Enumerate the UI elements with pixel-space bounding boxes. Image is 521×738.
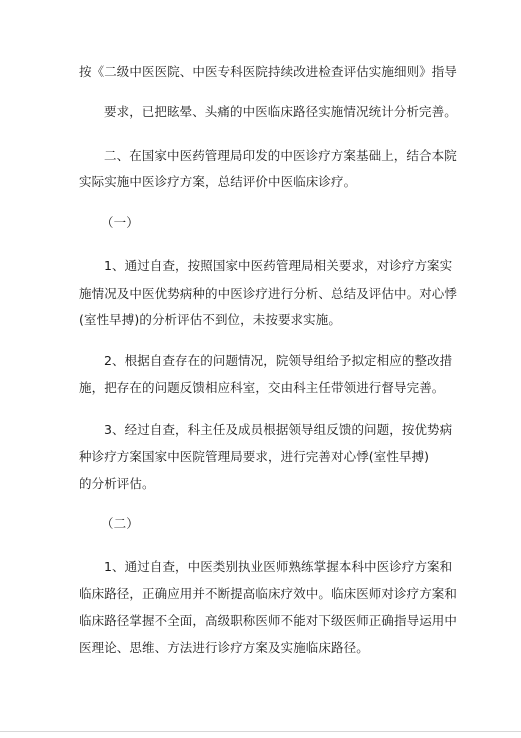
page-bottom-divider (0, 731, 521, 732)
section-heading-1: （一） (101, 215, 139, 230)
paragraph-6-line-2: 临床路径，正确应用并不断提高临床疗效中。临床医师对诊疗方案和 (79, 586, 458, 601)
paragraph-3-line-1: 1、通过自查，按照国家中医药管理局相关要求，对诊疗方案实 (104, 258, 453, 273)
paragraph-6-line-4: 医理论、思维、方法进行诊疗方案及实施临床路径。 (79, 640, 369, 655)
paragraph-1-line-2: 要求，已把眩晕、头痛的中医临床路径实施情况统计分析完善。 (104, 104, 457, 119)
paragraph-6-line-1: 1、通过自查，中医类别执业医师熟练掌握本科中医诊疗方案和 (104, 559, 453, 574)
paragraph-2-line-2: 实际实施中医诊疗方案，总结评价中医临床诊疗。 (79, 174, 357, 189)
paragraph-6-line-3: 临床路径掌握不全面，高级职称医师不能对下级医师正确指导运用中 (79, 613, 458, 628)
paragraph-5-line-3: 的分析评估。 (79, 476, 155, 491)
paragraph-5-line-2: 种诊疗方案国家中医院管理局要求，进行完善对心悸(室性早搏) (79, 449, 430, 464)
paragraph-3-line-3: (室性早搏)的分析评估不到位，未按要求实施。 (79, 312, 341, 327)
paragraph-4-line-2: 施，把存在的问题反馈相应科室，交由科主任带领进行督导完善。 (79, 380, 445, 395)
paragraph-3-line-2: 施情况及中医优势病种的中医诊疗进行分析、总结及评估中。对心悸 (79, 286, 458, 301)
paragraph-1-line-1: 按《二级中医医院、中医专科医院持续改进检查评估实施细则》指导 (79, 64, 458, 79)
paragraph-5-line-1: 3、经过自查，科主任及成员根据领导组反馈的问题，按优势病 (104, 422, 453, 437)
paragraph-2-line-1: 二、在国家中医药管理局印发的中医诊疗方案基础上，结合本院 (104, 148, 457, 163)
section-heading-2: （二） (101, 516, 139, 531)
paragraph-4-line-1: 2、根据自查存在的问题情况，院领导组给予拟定相应的整改措 (104, 353, 453, 368)
